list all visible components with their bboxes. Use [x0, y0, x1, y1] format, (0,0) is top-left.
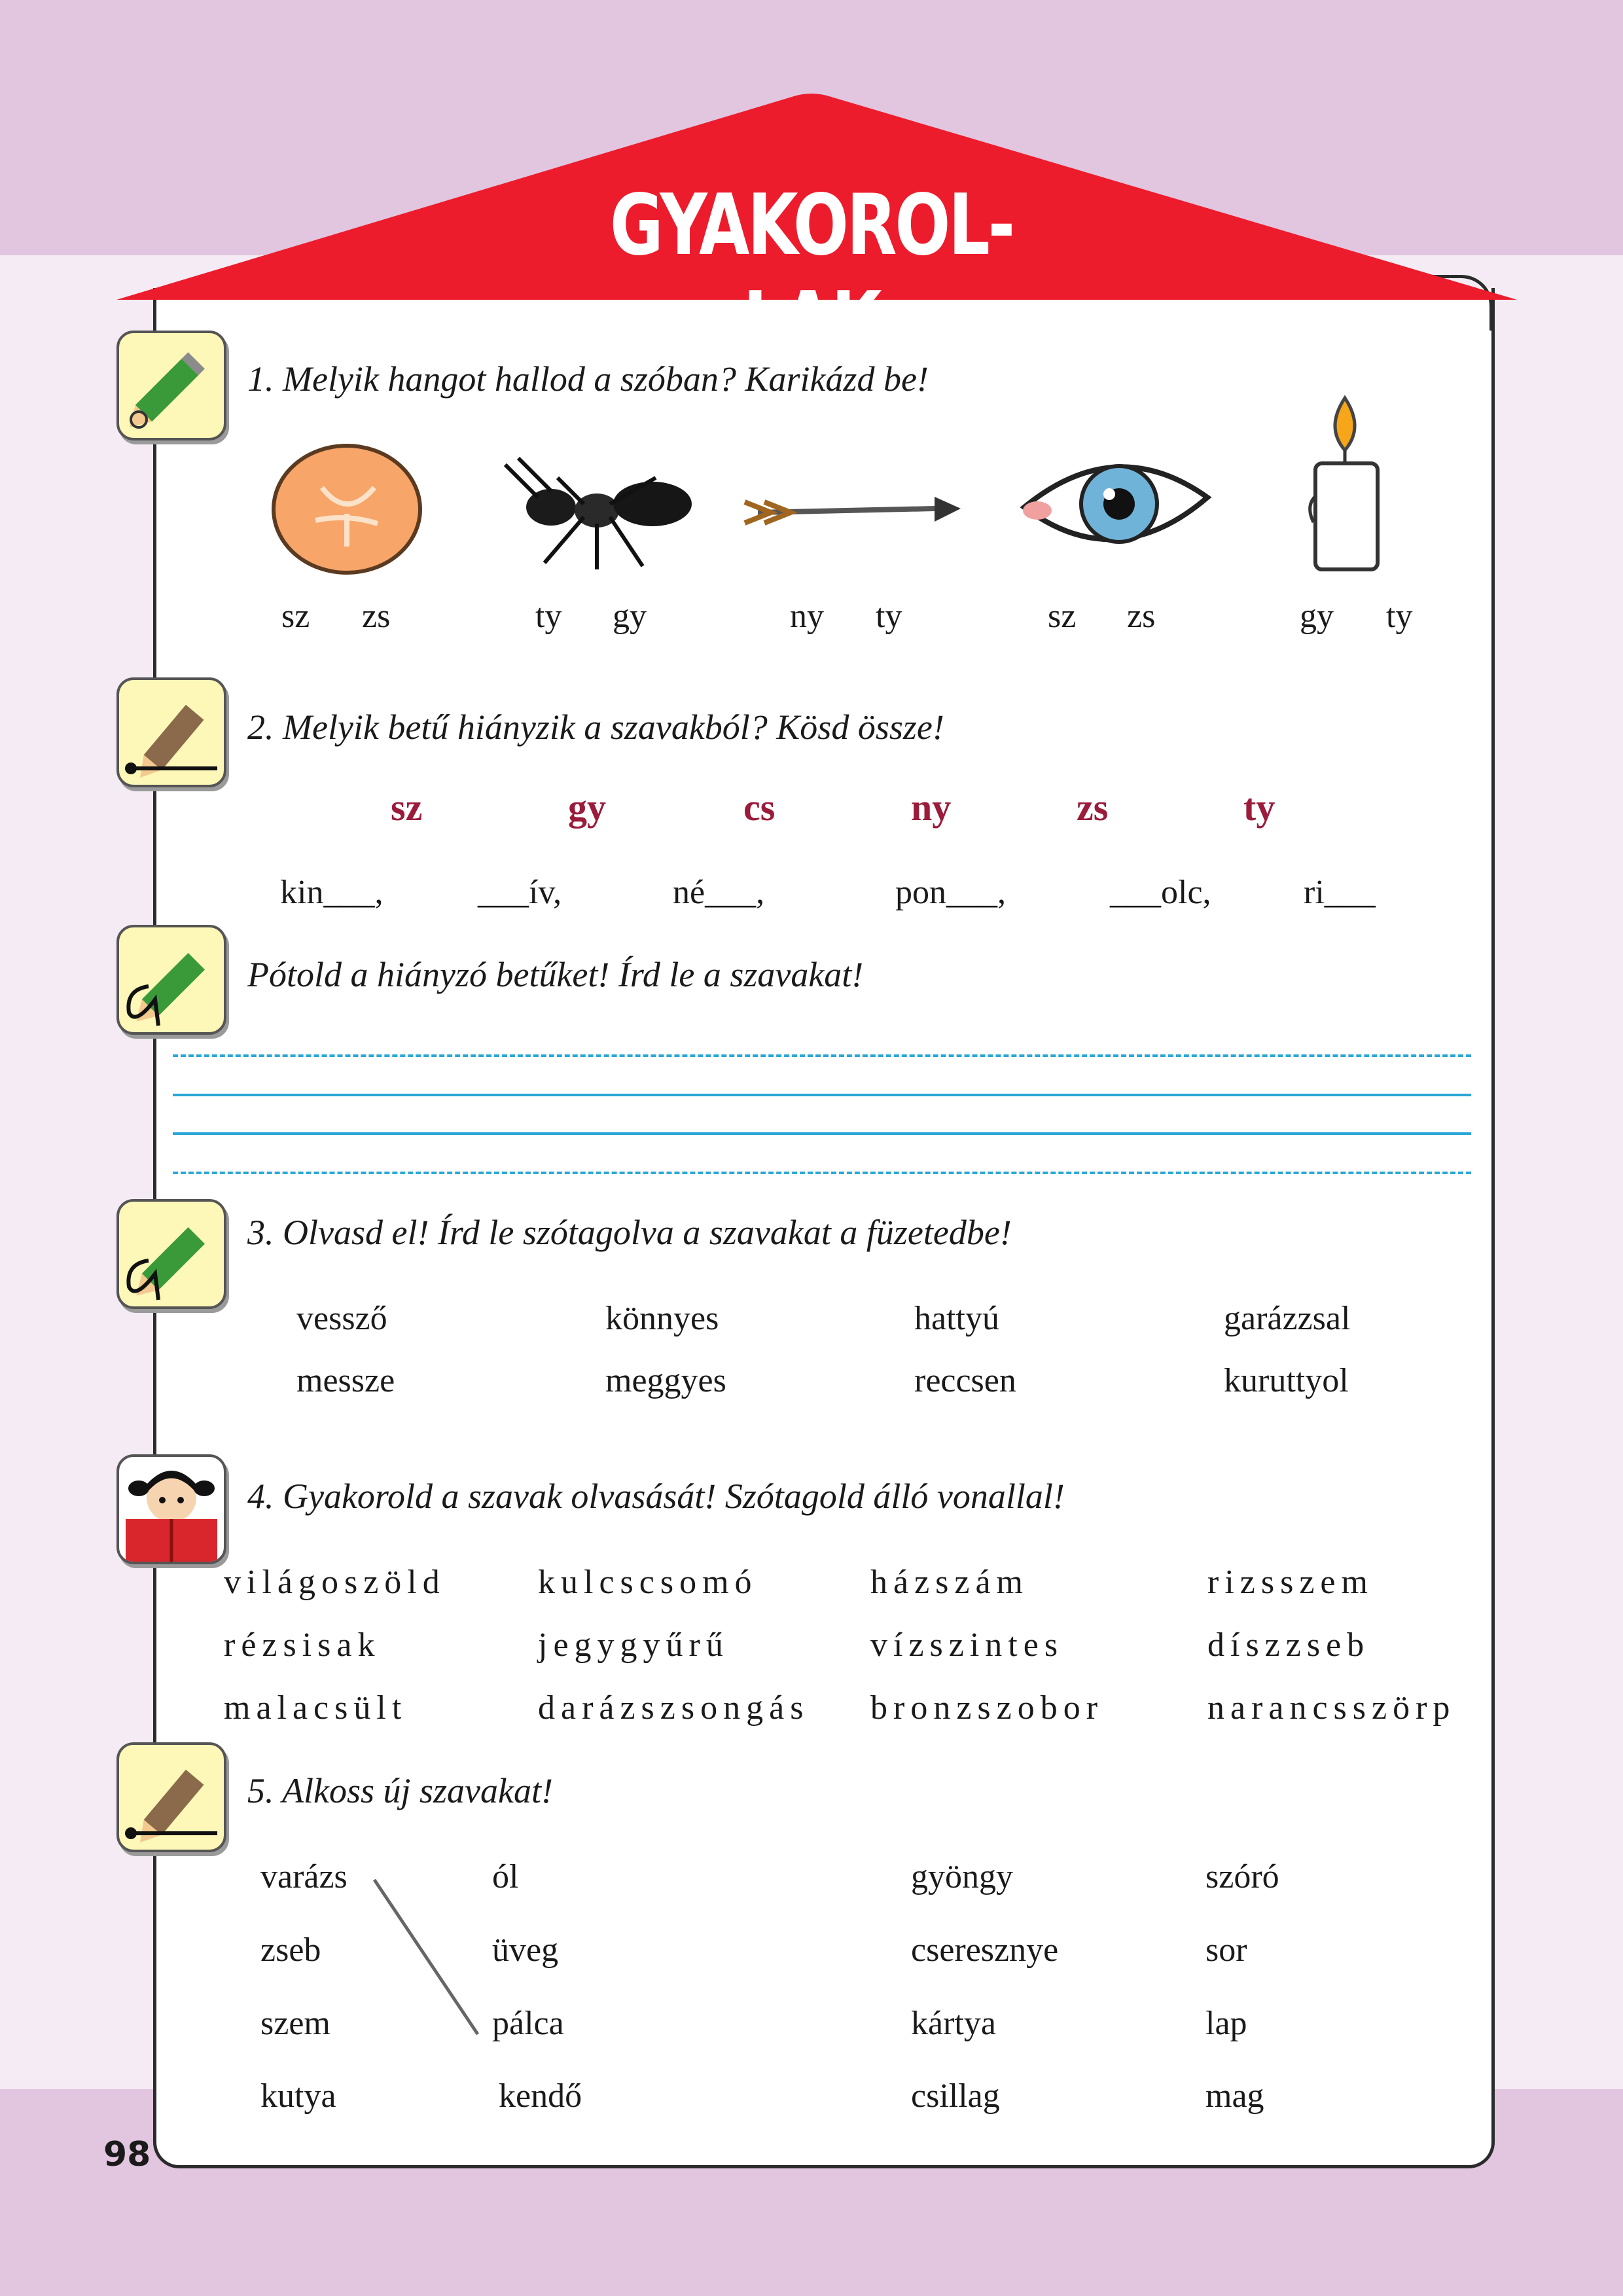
exercise-3-instruction: 3. Olvasd el! Írd le szótagolva a szavakat a füzetedbe!: [247, 1213, 1012, 1252]
eye-icon: [1018, 445, 1214, 569]
ex2-word[interactable]: ___olc,: [1110, 874, 1211, 911]
cursive-pencil-badge-icon: [116, 1199, 226, 1309]
ex2-word[interactable]: pon___,: [895, 874, 1006, 911]
ex4-word[interactable]: vízszintes: [870, 1626, 1064, 1664]
page-number: 98: [103, 2135, 151, 2174]
exercise-2-instruction: 2. Melyik betű hiányzik a szavakból? Kösd össze!: [247, 708, 944, 747]
ex5-word-right[interactable]: kendő: [499, 2077, 582, 2115]
ex5-word-right[interactable]: mag: [1205, 2077, 1264, 2115]
ex1-option[interactable]: zs: [1127, 598, 1156, 635]
ex4-word[interactable]: kulcscsomó: [538, 1564, 758, 1601]
ex3-word: meggyes: [605, 1362, 726, 1399]
page-title: GYAKOROL-LAK: [609, 177, 1014, 372]
ex5-word-left[interactable]: kártya: [911, 2005, 996, 2042]
exercise-2b-instruction: Pótold a hiányzó betűket! Írd le a szavakat!: [247, 955, 864, 994]
ex4-word[interactable]: bronzszobor: [870, 1689, 1104, 1727]
exercise-4-instruction: 4. Gyakorold a szavak olvasását! Szótagold álló vonallal!: [247, 1477, 1065, 1516]
ex5-word-right[interactable]: ól: [492, 1858, 519, 1895]
arrow-icon: [738, 488, 961, 533]
ex5-word-right[interactable]: pálca: [492, 2005, 564, 2042]
pencil-badge-icon: [116, 331, 226, 440]
pencil-writing-badge-icon: [116, 1742, 226, 1852]
ex4-word[interactable]: jegygyűrű: [538, 1626, 729, 1664]
writing-line[interactable]: [173, 1094, 1471, 1096]
ex3-word: könnyes: [605, 1300, 719, 1337]
example-connecting-line: [366, 1873, 484, 2043]
ex1-option[interactable]: gy: [613, 598, 647, 635]
ex5-word-right[interactable]: üveg: [492, 1931, 559, 1969]
ex1-option[interactable]: ty: [1386, 598, 1413, 635]
ex1-option[interactable]: sz: [1048, 598, 1077, 635]
ex1-option[interactable]: sz: [281, 598, 310, 635]
ex2-word[interactable]: kin___,: [280, 874, 383, 911]
ex5-word-left[interactable]: zseb: [260, 1931, 321, 1969]
ex5-word-left[interactable]: csillag: [911, 2077, 1000, 2115]
ex2-word[interactable]: né___,: [673, 874, 765, 911]
pencil-writing-badge-icon: [116, 677, 226, 787]
reading-girl-badge-icon: [116, 1454, 226, 1564]
ex2-letter[interactable]: sz: [391, 786, 423, 829]
ex3-word: messze: [296, 1362, 395, 1399]
orange-icon: [270, 442, 427, 579]
ex1-option[interactable]: ny: [790, 598, 824, 635]
ex1-option[interactable]: gy: [1300, 598, 1334, 635]
ex2-letter[interactable]: gy: [568, 786, 606, 829]
writing-line[interactable]: [173, 1132, 1471, 1135]
ex3-word: garázzsal: [1224, 1300, 1351, 1337]
ex2-word[interactable]: ___ív,: [478, 874, 562, 911]
ex1-option[interactable]: ty: [535, 598, 562, 635]
writing-line[interactable]: [173, 1172, 1471, 1174]
ex5-word-left[interactable]: kutya: [260, 2077, 336, 2115]
ex3-word: hattyú: [914, 1300, 999, 1337]
ex4-word[interactable]: malacsült: [224, 1689, 408, 1727]
ex5-word-left[interactable]: szem: [260, 2005, 330, 2042]
ex5-word-right[interactable]: sor: [1205, 1931, 1247, 1969]
ex5-word-left[interactable]: cseresznye: [911, 1931, 1059, 1969]
ex3-word: kuruttyol: [1224, 1362, 1349, 1399]
ex2-word[interactable]: ri___: [1304, 874, 1376, 911]
ex4-word[interactable]: házszám: [870, 1564, 1029, 1601]
ex3-word: reccsen: [914, 1362, 1016, 1399]
ant-icon: [492, 452, 708, 576]
ex4-word[interactable]: narancsszörp: [1207, 1689, 1456, 1727]
ex5-word-left[interactable]: gyöngy: [911, 1858, 1013, 1895]
ex4-word[interactable]: darázszsongás: [538, 1689, 810, 1727]
ex4-word[interactable]: rézsisak: [224, 1626, 381, 1664]
ex5-word-right[interactable]: lap: [1205, 2005, 1247, 2042]
ex3-word: vessző: [296, 1300, 387, 1337]
ex2-letter[interactable]: cs: [743, 786, 776, 829]
ex4-word[interactable]: világoszöld: [224, 1564, 446, 1601]
ex2-letter[interactable]: ny: [911, 786, 952, 829]
ex4-word[interactable]: díszzseb: [1207, 1626, 1370, 1664]
cursive-pencil-badge-icon: [116, 925, 226, 1035]
ex4-word[interactable]: rizsszem: [1207, 1564, 1374, 1601]
ex5-word-right[interactable]: szóró: [1205, 1858, 1279, 1895]
writing-line[interactable]: [173, 1054, 1471, 1057]
ex5-word-left[interactable]: varázs: [260, 1858, 348, 1895]
exercise-1-instruction: 1. Melyik hangot hallod a szóban? Karikázd be!: [247, 359, 929, 399]
ex1-option[interactable]: ty: [876, 598, 902, 635]
ex1-option[interactable]: zs: [362, 598, 391, 635]
ex2-letter[interactable]: zs: [1077, 786, 1109, 829]
candle-icon: [1299, 391, 1391, 575]
exercise-5-instruction: 5. Alkoss új szavakat!: [247, 1771, 553, 1810]
ex2-letter[interactable]: ty: [1243, 786, 1275, 829]
